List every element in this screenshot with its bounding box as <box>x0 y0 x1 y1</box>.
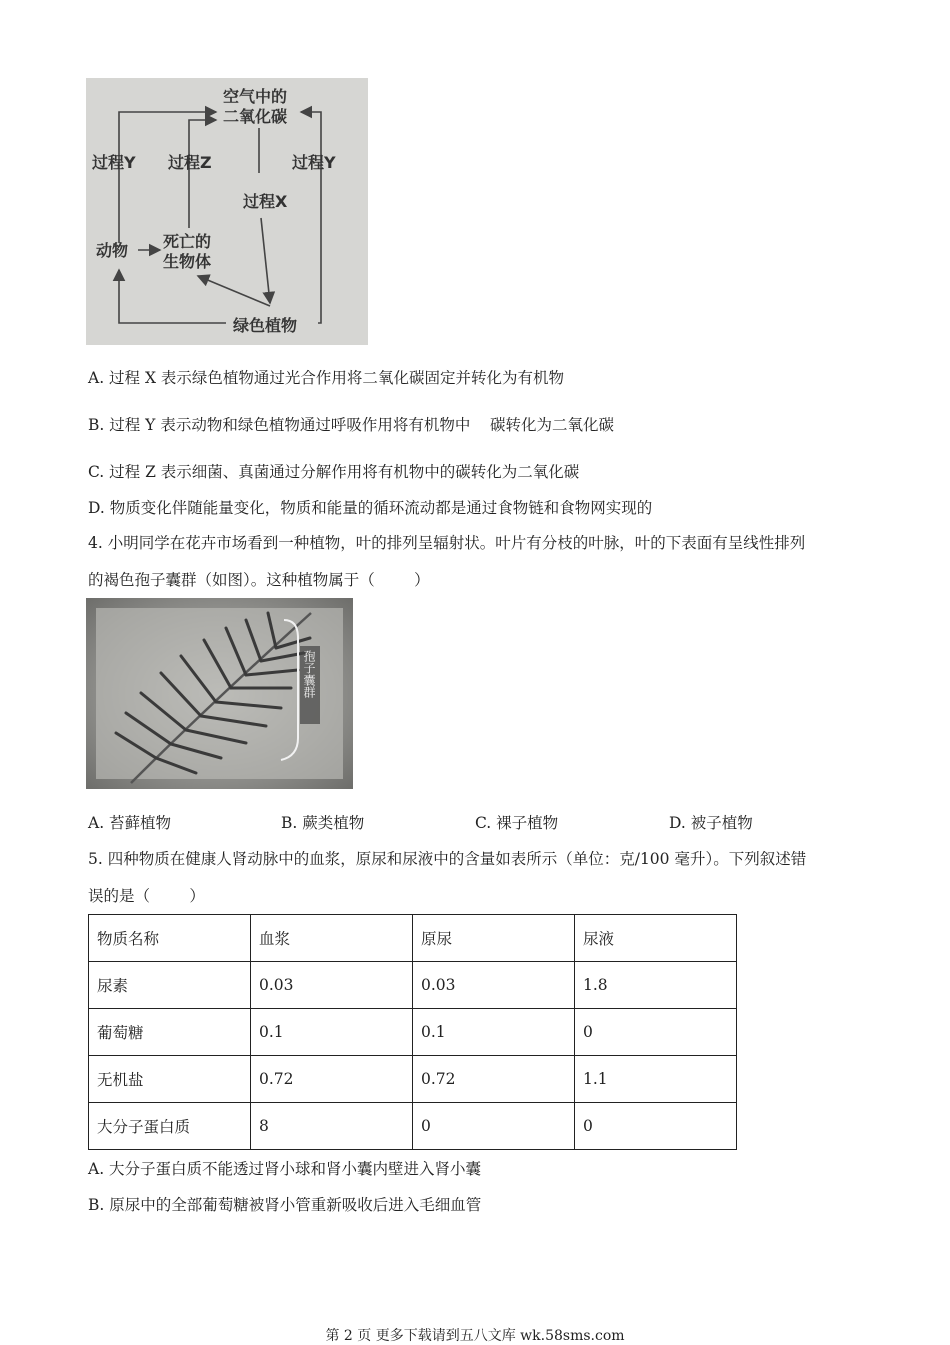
arrow-animal-to-co2 <box>119 112 216 243</box>
q4-option-a: A. 苔藓植物 <box>88 814 172 832</box>
table-cell: 葡萄糖 <box>89 1009 251 1056</box>
table-cell: 无机盐 <box>89 1056 251 1103</box>
node-dead-line2: 生物体 <box>163 252 212 271</box>
carbon-cycle-figure <box>86 78 368 345</box>
table-cell: 0.1 <box>251 1009 413 1056</box>
node-co2-line2: 二氧化碳 <box>223 107 288 126</box>
table-cell: 大分子蛋白质 <box>89 1103 251 1150</box>
page-footer: 第 2 页 更多下载请到五八文库 wk.58sms.com <box>325 1328 625 1344</box>
table-cell: 0 <box>575 1103 737 1150</box>
q5-stem-line1: 5. 四种物质在健康人肾动脉中的血浆，原尿和尿液中的含量如表所示（单位：克/100 毫升）。下列叙述错 <box>88 850 807 868</box>
q4-option-c: C. 裸子植物 <box>475 814 559 832</box>
table-cell: 尿素 <box>89 962 251 1009</box>
sporangia-label: 孢子囊群 <box>302 650 316 698</box>
label-process-y-left: 过程Y <box>92 153 136 172</box>
table-cell: 0.72 <box>413 1056 575 1103</box>
label-process-x: 过程X <box>243 192 288 211</box>
q4-stem-line1: 4. 小明同学在花卉市场看到一种植物，叶的排列呈辐射状。叶片有分枝的叶脉，叶的下表面有呈线性排列 <box>88 534 806 552</box>
arrow-plant-to-co2 <box>301 112 321 323</box>
q4-stem-line2: 的褐色孢子囊群（如图）。这种植物属于（ ） <box>88 571 430 589</box>
table-cell: 1.1 <box>575 1056 737 1103</box>
table-cell: 8 <box>251 1103 413 1150</box>
q3-option-d: D. 物质变化伴随能量变化，物质和能量的循环流动都是通过食物链和食物网实现的 <box>88 499 653 517</box>
table-cell: 0 <box>575 1009 737 1056</box>
table-row <box>89 1009 737 1056</box>
q4-option-b: B. 蕨类植物 <box>281 814 365 832</box>
arrow-dead-to-co2 <box>189 120 216 228</box>
table-header-cell: 原尿 <box>413 915 575 962</box>
node-green-plant: 绿色植物 <box>233 316 298 335</box>
table-row <box>89 962 737 1009</box>
node-co2-line1: 空气中的 <box>223 87 288 106</box>
table-cell: 0.03 <box>251 962 413 1009</box>
arrow-plant-to-dead <box>198 276 270 306</box>
table-cell: 0.1 <box>413 1009 575 1056</box>
label-process-z: 过程Z <box>168 153 212 172</box>
table-row <box>89 1056 737 1103</box>
table-cell: 0 <box>413 1103 575 1150</box>
table-row <box>89 1103 737 1150</box>
table-cell: 0.72 <box>251 1056 413 1103</box>
node-dead-line1: 死亡的 <box>163 232 212 251</box>
table-header-cell: 物质名称 <box>89 915 251 962</box>
q3-option-c: C. 过程 Z 表示细菌、真菌通过分解作用将有机物中的碳转化为二氧化碳 <box>88 463 580 481</box>
label-process-y-right: 过程Y <box>292 153 336 172</box>
fern-leaf-photo <box>86 598 353 789</box>
q3-option-b: B. 过程 Y 表示动物和绿色植物通过呼吸作用将有机物中 碳转化为二氧化碳 <box>88 416 615 434</box>
q5-option-a: A. 大分子蛋白质不能透过肾小球和肾小囊内壁进入肾小囊 <box>88 1160 482 1178</box>
q4-option-d: D. 被子植物 <box>669 814 753 832</box>
table-cell: 0.03 <box>413 962 575 1009</box>
arrow-plant-to-animal <box>119 270 226 323</box>
substance-table <box>88 914 737 1150</box>
q3-option-a: A. 过程 X 表示绿色植物通过光合作用将二氧化碳固定并转化为有机物 <box>88 369 564 387</box>
table-header-row <box>89 915 737 962</box>
node-animal: 动物 <box>96 241 129 260</box>
q5-option-b: B. 原尿中的全部葡萄糖被肾小管重新吸收后进入毛细血管 <box>88 1196 482 1214</box>
table-header-cell: 血浆 <box>251 915 413 962</box>
arrow-x-to-plant <box>261 218 270 303</box>
table-header-cell: 尿液 <box>575 915 737 962</box>
table-cell: 1.8 <box>575 962 737 1009</box>
q5-stem-line2: 误的是（ ） <box>88 887 205 905</box>
